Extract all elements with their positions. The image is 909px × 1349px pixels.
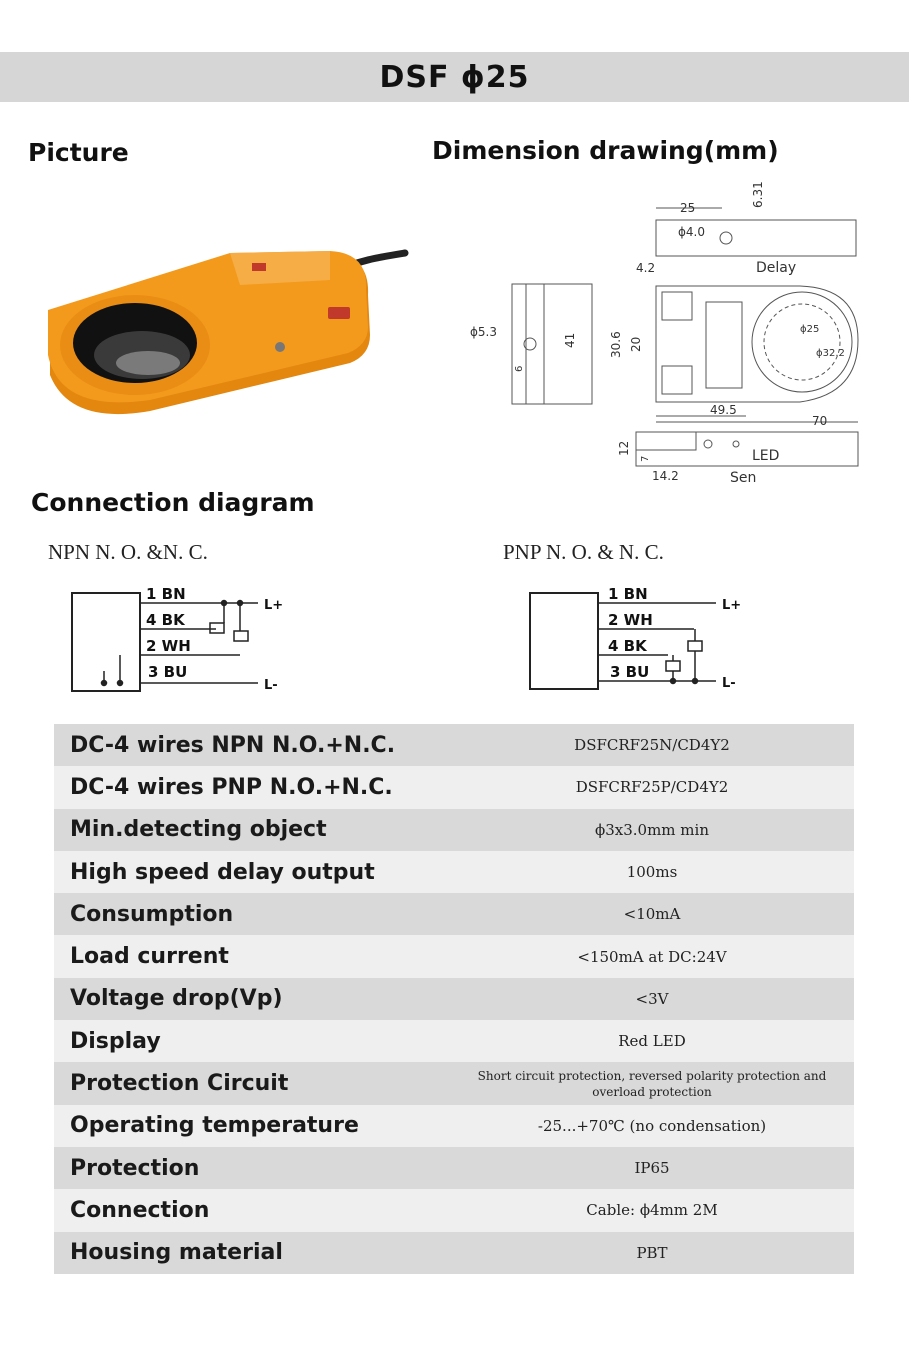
spec-value: <10mA bbox=[623, 905, 681, 924]
spec-row bbox=[54, 766, 854, 808]
dim-70: 70 bbox=[812, 414, 828, 428]
pnp-wire-2: 2 WH bbox=[608, 611, 653, 629]
spec-value: ϕ3x3.0mm min bbox=[595, 820, 709, 839]
spec-row bbox=[54, 978, 854, 1020]
picture-heading: Picture bbox=[28, 138, 129, 167]
spec-row bbox=[54, 1147, 854, 1189]
npn-wire-4: 3 BU bbox=[148, 663, 188, 681]
pnp-wiring-diagram bbox=[518, 575, 778, 705]
dim-7: 7 bbox=[640, 455, 651, 462]
spec-label: Operating temperature bbox=[70, 1113, 359, 1139]
spec-value: PBT bbox=[636, 1243, 668, 1262]
spec-label: Min.detecting object bbox=[70, 817, 327, 843]
spec-row bbox=[54, 851, 854, 893]
dim-631: 6.31 bbox=[751, 181, 765, 208]
spec-row bbox=[54, 724, 854, 766]
dim-25: 25 bbox=[680, 201, 696, 215]
pnp-wire-3: 4 BK bbox=[608, 637, 647, 655]
dimension-heading: Dimension drawing(mm) bbox=[432, 136, 779, 165]
npn-wire-1: 1 BN bbox=[146, 585, 186, 603]
pnp-caption: PNP N. O. & N. C. bbox=[503, 540, 664, 564]
delay-label: Delay bbox=[756, 260, 797, 276]
spec-value: DSFCRF25P/CD4Y2 bbox=[575, 778, 729, 797]
spec-row bbox=[54, 1232, 854, 1274]
spec-label: Housing material bbox=[70, 1240, 283, 1266]
spec-label: High speed delay output bbox=[70, 859, 375, 885]
page-title: DSF ϕ25 bbox=[379, 59, 530, 95]
spec-label: Protection Circuit bbox=[70, 1071, 289, 1097]
npn-wire-3: 2 WH bbox=[146, 637, 191, 655]
spec-label: DC-4 wires NPN N.O.+N.C. bbox=[70, 732, 396, 758]
sen-label: Sen bbox=[730, 470, 757, 486]
spec-row bbox=[54, 1105, 854, 1147]
sensor-photo bbox=[30, 185, 430, 445]
connection-heading: Connection diagram bbox=[31, 488, 315, 517]
spec-label: DC-4 wires PNP N.O.+N.C. bbox=[70, 774, 393, 800]
npn-lplus: L+ bbox=[264, 598, 284, 613]
pnp-wire-4: 3 BU bbox=[610, 663, 650, 681]
spec-label: Load current bbox=[70, 944, 229, 970]
npn-wire-2: 4 BK bbox=[146, 611, 185, 629]
dim-phi322: ϕ32.2 bbox=[816, 348, 845, 359]
dim-306: 30.6 bbox=[609, 331, 623, 358]
spec-value: Red LED bbox=[618, 1032, 686, 1051]
dim-41: 41 bbox=[563, 332, 577, 348]
spec-row bbox=[54, 809, 854, 851]
spec-table bbox=[54, 724, 854, 1274]
dimension-drawing bbox=[460, 180, 880, 490]
spec-row bbox=[54, 1062, 854, 1104]
spec-value: -25...+70℃ (no condensation) bbox=[537, 1116, 767, 1135]
spec-label: Voltage drop(Vp) bbox=[70, 986, 283, 1012]
npn-lminus: L- bbox=[264, 678, 278, 693]
spec-value: <3V bbox=[635, 989, 669, 1008]
spec-value: IP65 bbox=[634, 1159, 670, 1178]
spec-value: 100ms bbox=[626, 863, 678, 882]
pnp-lplus: L+ bbox=[722, 598, 742, 613]
spec-row bbox=[54, 935, 854, 977]
spec-value: Short circuit protection, reversed polarity protection and overload protection bbox=[477, 1068, 827, 1099]
spec-row bbox=[54, 1189, 854, 1231]
dim-53: ϕ5.3 bbox=[470, 325, 497, 339]
dim-42: 4.2 bbox=[636, 261, 656, 275]
spec-label: Consumption bbox=[70, 901, 234, 927]
spec-row bbox=[54, 893, 854, 935]
pnp-wire-1: 1 BN bbox=[608, 585, 648, 603]
dim-12: 12 bbox=[617, 440, 631, 456]
spec-value: DSFCRF25N/CD4Y2 bbox=[574, 736, 730, 755]
title-banner bbox=[0, 52, 909, 102]
dim-hole: ϕ4.0 bbox=[678, 225, 705, 239]
dim-6: 6 bbox=[514, 365, 525, 372]
dim-142: 14.2 bbox=[652, 469, 679, 483]
spec-label: Display bbox=[70, 1028, 161, 1054]
spec-row bbox=[54, 1020, 854, 1062]
npn-wiring-diagram bbox=[60, 575, 320, 705]
dim-phi25: ϕ25 bbox=[800, 324, 820, 335]
spec-value: <150mA at DC:24V bbox=[577, 947, 727, 966]
spec-label: Connection bbox=[70, 1197, 210, 1223]
spec-value: Cable: ϕ4mm 2M bbox=[586, 1201, 718, 1220]
dim-20: 20 bbox=[629, 336, 643, 352]
led-label: LED bbox=[752, 448, 780, 464]
spec-label: Protection bbox=[70, 1155, 200, 1181]
dim-495: 49.5 bbox=[710, 403, 737, 417]
npn-caption: NPN N. O. &N. C. bbox=[48, 540, 208, 564]
pnp-lminus: L- bbox=[722, 676, 736, 691]
